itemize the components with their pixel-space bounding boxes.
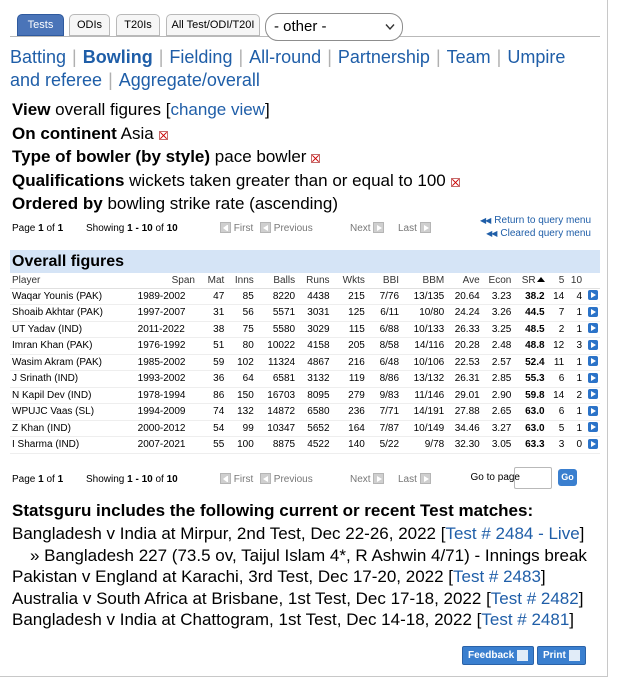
previous-page-button[interactable]: Previous — [260, 472, 313, 488]
printer-icon — [569, 650, 580, 661]
format-tabs — [0, 12, 600, 42]
cell-bbm: 10/106 — [401, 354, 446, 371]
cell-mat: 51 — [197, 338, 226, 355]
nav-batting[interactable]: Batting — [10, 47, 67, 67]
row-action-cell — [584, 305, 600, 322]
cell-five-wkts: 3 — [547, 437, 567, 454]
return-to-query-menu-link[interactable]: Return to query menu — [494, 215, 591, 226]
table-header-row — [10, 273, 600, 288]
tab-odis[interactable]: ODIs — [69, 14, 110, 36]
table-row — [10, 437, 600, 454]
cell-sr: 48.8 — [513, 338, 546, 355]
cell-five-wkts: 2 — [547, 321, 567, 338]
cell-span: 1985-2002 — [136, 354, 197, 371]
cell-ten-wkts: 1 — [566, 404, 584, 421]
cell-span: 2000-2012 — [136, 420, 197, 437]
cell-wkts: 216 — [332, 354, 367, 371]
last-page-icon — [420, 473, 431, 484]
recent-matches-heading: Statsguru includes the following current or recent Test matches: — [12, 501, 534, 520]
cell-runs: 4522 — [297, 437, 331, 454]
match-link[interactable]: Test # 2484 - Live — [445, 524, 580, 543]
cell-five-wkts: 12 — [547, 338, 567, 355]
cell-sr: 63.3 — [513, 437, 546, 454]
cell-bbi: 6/11 — [367, 305, 401, 322]
query-bowler-type: Type of bowler (by style) pace bowler — [12, 145, 602, 169]
change-view-link[interactable]: change view — [170, 100, 265, 119]
cell-ave: 26.33 — [446, 321, 482, 338]
cell-ten-wkts: 1 — [566, 371, 584, 388]
cell-balls: 8875 — [256, 437, 297, 454]
cell-ave: 22.53 — [446, 354, 482, 371]
remove-filter-icon[interactable] — [159, 131, 168, 140]
tab-t20is[interactable]: T20Is — [116, 14, 160, 36]
cell-bbi: 6/88 — [367, 321, 401, 338]
cell-five-wkts: 14 — [547, 387, 567, 404]
cell-ave: 29.01 — [446, 387, 482, 404]
player-name-link[interactable]: Shoaib Akhtar (PAK) — [10, 305, 136, 322]
match-link[interactable]: Test # 2481 — [481, 610, 570, 629]
row-action-cell — [584, 420, 600, 437]
cell-five-wkts: 6 — [547, 371, 567, 388]
cell-wkts: 205 — [332, 338, 367, 355]
cell-econ: 2.90 — [482, 387, 514, 404]
cell-mat: 59 — [197, 354, 226, 371]
cell-span: 2011-2022 — [136, 321, 197, 338]
cell-inns: 75 — [226, 321, 256, 338]
nav-bowling[interactable]: Bowling — [82, 47, 153, 67]
cell-bbm: 9/78 — [401, 437, 446, 454]
pager-top — [12, 215, 600, 239]
cell-bbi: 7/87 — [367, 420, 401, 437]
feedback-icon — [517, 650, 528, 661]
column-header-five-wkts[interactable]: 5 — [547, 273, 567, 288]
table-row — [10, 404, 600, 421]
other-format-select[interactable] — [265, 13, 403, 41]
column-header-action — [584, 273, 600, 288]
cell-ten-wkts: 4 — [566, 288, 584, 305]
match-item: Australia v South Africa at Brisbane, 1st Test, Dec 17-18, 2022 [Test # 2482] — [12, 588, 584, 608]
feedback-button[interactable]: Feedback — [462, 646, 534, 665]
player-name-link[interactable]: Waqar Younis (PAK) — [10, 288, 136, 305]
row-action-cell — [584, 288, 600, 305]
next-icon — [373, 473, 384, 484]
cell-mat: 31 — [197, 305, 226, 322]
table-row — [10, 354, 600, 371]
cell-bbm: 10/80 — [401, 305, 446, 322]
cell-wkts: 119 — [332, 371, 367, 388]
cell-econ: 2.65 — [482, 404, 514, 421]
cell-ten-wkts: 1 — [566, 354, 584, 371]
nav-aggregate-overall[interactable]: Aggregate/overall — [118, 70, 260, 90]
next-page-button[interactable]: Next — [350, 472, 384, 488]
cell-wkts: 236 — [332, 404, 367, 421]
cell-ave: 24.24 — [446, 305, 482, 322]
cell-runs: 5652 — [297, 420, 331, 437]
cell-balls: 14872 — [256, 404, 297, 421]
remove-filter-icon[interactable] — [451, 178, 460, 187]
cell-wkts: 215 — [332, 288, 367, 305]
cell-bbi: 9/83 — [367, 387, 401, 404]
cell-sr: 59.8 — [513, 387, 546, 404]
column-header-ten-wkts[interactable]: 10 — [566, 273, 584, 288]
player-name-link[interactable]: Z Khan (IND) — [10, 420, 136, 437]
cell-inns: 132 — [226, 404, 256, 421]
query-continent: On continent Asia — [12, 122, 602, 146]
cell-wkts: 125 — [332, 305, 367, 322]
nav-fielding[interactable]: Fielding — [169, 47, 233, 67]
overall-figures-table — [10, 250, 600, 454]
cell-runs: 8095 — [297, 387, 331, 404]
arrow-right-icon[interactable] — [588, 406, 598, 416]
cell-sr: 63.0 — [513, 404, 546, 421]
cell-ave: 27.88 — [446, 404, 482, 421]
cell-ave: 32.30 — [446, 437, 482, 454]
cell-econ: 2.57 — [482, 354, 514, 371]
player-name-link[interactable]: Wasim Akram (PAK) — [10, 354, 136, 371]
cell-runs: 3029 — [297, 321, 331, 338]
nav-umpire-referee[interactable]: Umpire and referee — [10, 47, 566, 90]
cell-bbm: 14/191 — [401, 404, 446, 421]
cell-bbi: 7/71 — [367, 404, 401, 421]
cell-five-wkts: 14 — [547, 288, 567, 305]
last-page-button[interactable]: Last — [398, 472, 431, 488]
cell-inns: 85 — [226, 288, 256, 305]
double-left-arrow-icon: ◀◀ — [479, 216, 491, 225]
cell-five-wkts: 6 — [547, 404, 567, 421]
cell-balls: 8220 — [256, 288, 297, 305]
table-row — [10, 305, 600, 322]
tab-all-formats[interactable]: All Test/ODI/T20I — [166, 14, 260, 36]
player-name-link[interactable]: WPUJC Vaas (SL) — [10, 404, 136, 421]
go-to-page-input[interactable] — [514, 467, 552, 489]
match-item: Bangladesh v India at Chattogram, 1st Test, Dec 14-18, 2022 [Test # 2481] — [12, 610, 575, 629]
cell-ten-wkts: 1 — [566, 305, 584, 322]
player-name-link[interactable]: Imran Khan (PAK) — [10, 338, 136, 355]
nav-allround[interactable]: All-round — [249, 47, 322, 67]
arrow-right-icon[interactable] — [588, 307, 598, 317]
row-action-cell — [584, 338, 600, 355]
cell-runs: 3031 — [297, 305, 331, 322]
cell-bbm: 11/146 — [401, 387, 446, 404]
table-row — [10, 420, 600, 437]
page-indicator: Page 1 of 1 — [12, 223, 64, 234]
table-row — [10, 338, 600, 355]
cell-ave: 20.28 — [446, 338, 482, 355]
row-action-cell — [584, 404, 600, 421]
double-left-arrow-icon: ◀◀ — [486, 229, 497, 238]
last-page-button[interactable]: Last — [398, 221, 431, 237]
cell-bbm: 10/133 — [401, 321, 446, 338]
cell-span: 1993-2002 — [136, 371, 197, 388]
showing-indicator: Showing 1 - 10 of 10 — [86, 474, 178, 485]
cell-inns: 80 — [226, 338, 256, 355]
cell-balls: 16703 — [256, 387, 297, 404]
arrow-right-icon[interactable] — [588, 356, 598, 366]
cell-mat: 55 — [197, 437, 226, 454]
next-page-button[interactable]: Next — [350, 221, 384, 237]
cell-balls: 10022 — [256, 338, 297, 355]
column-header-balls[interactable]: Balls — [256, 273, 297, 288]
player-name-link[interactable]: UT Yadav (IND) — [10, 321, 136, 338]
query-ordered-by: Ordered by bowling strike rate (ascending) — [12, 194, 338, 213]
cell-sr: 52.4 — [513, 354, 546, 371]
match-item: Bangladesh v India at Mirpur, 2nd Test, Dec 22-26, 2022 [Test # 2484 - Live] — [12, 524, 585, 543]
cell-wkts: 164 — [332, 420, 367, 437]
cell-econ: 3.05 — [482, 437, 514, 454]
cell-inns: 99 — [226, 420, 256, 437]
recent-matches — [12, 499, 602, 631]
cell-inns: 56 — [226, 305, 256, 322]
sort-ascending-icon — [537, 277, 545, 282]
cell-balls: 6581 — [256, 371, 297, 388]
cell-wkts: 279 — [332, 387, 367, 404]
query-summary — [12, 98, 602, 216]
statsguru-main-nav: Batting | Bowling | Fielding | All-round | Partnership | Team | Umpire and referee | Aggregate/overall — [10, 47, 566, 90]
query-qualifications: Qualifications wickets taken greater than or equal to 100 — [12, 169, 602, 193]
cell-mat: 74 — [197, 404, 226, 421]
cell-bbm: 13/132 — [401, 371, 446, 388]
cell-span: 1978-1994 — [136, 387, 197, 404]
cell-econ: 3.26 — [482, 305, 514, 322]
cell-balls: 11324 — [256, 354, 297, 371]
match-item: Pakistan v England at Karachi, 3rd Test, Dec 17-20, 2022 [Test # 2483] — [12, 567, 546, 586]
table-row — [10, 371, 600, 388]
column-header-mat[interactable]: Mat — [197, 273, 226, 288]
cleared-query-menu-link[interactable]: Cleared query menu — [500, 228, 591, 239]
arrow-right-icon[interactable] — [588, 373, 598, 383]
cell-inns: 100 — [226, 437, 256, 454]
cell-five-wkts: 7 — [547, 305, 567, 322]
cell-ten-wkts: 0 — [566, 437, 584, 454]
arrow-right-icon[interactable] — [588, 340, 598, 350]
cell-span: 1997-2007 — [136, 305, 197, 322]
nav-partnership[interactable]: Partnership — [337, 47, 430, 67]
cell-runs: 6580 — [297, 404, 331, 421]
row-action-cell — [584, 371, 600, 388]
table-caption: Overall figures — [10, 250, 600, 273]
first-page-icon — [220, 473, 231, 484]
cell-inns: 150 — [226, 387, 256, 404]
cell-bbm: 13/135 — [401, 288, 446, 305]
cell-ten-wkts: 3 — [566, 338, 584, 355]
arrow-right-icon[interactable] — [588, 422, 598, 432]
cell-econ: 3.23 — [482, 288, 514, 305]
column-header-ave[interactable]: Ave — [446, 273, 482, 288]
first-page-icon — [220, 222, 231, 233]
row-action-cell — [584, 437, 600, 454]
column-header-wkts[interactable]: Wkts — [332, 273, 367, 288]
cell-runs: 3132 — [297, 371, 331, 388]
cell-econ: 3.25 — [482, 321, 514, 338]
match-live-score: » Bangladesh 227 (73.5 ov, Taijul Islam 4*, R Ashwin 4/71) - Innings break — [30, 545, 587, 565]
cell-span: 1994-2009 — [136, 404, 197, 421]
cell-mat: 36 — [197, 371, 226, 388]
cell-bbi: 5/22 — [367, 437, 401, 454]
cell-econ: 2.48 — [482, 338, 514, 355]
previous-page-button[interactable]: Previous — [260, 221, 313, 237]
cell-bbm: 10/149 — [401, 420, 446, 437]
cell-ten-wkts: 2 — [566, 387, 584, 404]
cell-mat: 47 — [197, 288, 226, 305]
cell-bbi: 8/58 — [367, 338, 401, 355]
cell-ten-wkts: 1 — [566, 420, 584, 437]
cell-sr: 48.5 — [513, 321, 546, 338]
arrow-right-icon[interactable] — [588, 389, 598, 399]
cell-runs: 4438 — [297, 288, 331, 305]
column-header-econ[interactable]: Econ — [482, 273, 514, 288]
cell-balls: 10347 — [256, 420, 297, 437]
cell-mat: 54 — [197, 420, 226, 437]
query-menu-links — [480, 214, 591, 240]
nav-team[interactable]: Team — [446, 47, 491, 67]
query-view: View overall figures [change view] — [12, 100, 270, 119]
cell-bbi: 6/48 — [367, 354, 401, 371]
cell-span: 1989-2002 — [136, 288, 197, 305]
cell-bbi: 8/86 — [367, 371, 401, 388]
arrow-right-icon[interactable] — [588, 439, 598, 449]
cell-runs: 4158 — [297, 338, 331, 355]
cell-sr: 55.3 — [513, 371, 546, 388]
cell-mat: 38 — [197, 321, 226, 338]
table-row — [10, 387, 600, 404]
column-header-sr[interactable]: SR — [513, 273, 546, 288]
cell-ave: 26.31 — [446, 371, 482, 388]
row-action-cell — [584, 354, 600, 371]
column-header-bbm[interactable]: BBM — [401, 273, 446, 288]
player-name-link[interactable]: N Kapil Dev (IND) — [10, 387, 136, 404]
first-page-button[interactable]: First — [220, 221, 253, 237]
cell-five-wkts: 11 — [547, 354, 567, 371]
arrow-right-icon[interactable] — [588, 290, 598, 300]
remove-filter-icon[interactable] — [311, 154, 320, 163]
column-header-player[interactable]: Player — [10, 273, 136, 288]
cell-mat: 86 — [197, 387, 226, 404]
previous-icon — [260, 222, 271, 233]
table-row — [10, 321, 600, 338]
cell-econ: 2.85 — [482, 371, 514, 388]
cell-ten-wkts: 1 — [566, 321, 584, 338]
cell-wkts: 140 — [332, 437, 367, 454]
cell-bbm: 14/116 — [401, 338, 446, 355]
player-name-link[interactable]: I Sharma (IND) — [10, 437, 136, 454]
column-header-bbi[interactable]: BBI — [367, 273, 401, 288]
cell-runs: 4867 — [297, 354, 331, 371]
cell-ave: 34.46 — [446, 420, 482, 437]
column-header-inns[interactable]: Inns — [226, 273, 256, 288]
match-link[interactable]: Test # 2483 — [453, 567, 541, 586]
cell-span: 1976-1992 — [136, 338, 197, 355]
cell-bbi: 7/76 — [367, 288, 401, 305]
go-to-page-label: Go to page — [470, 472, 520, 483]
previous-icon — [260, 473, 271, 484]
chevron-down-icon — [385, 23, 395, 31]
tab-tests[interactable]: Tests — [17, 14, 64, 36]
first-page-button[interactable]: First — [220, 472, 253, 488]
cell-wkts: 115 — [332, 321, 367, 338]
arrow-right-icon[interactable] — [588, 323, 598, 333]
cell-econ: 3.27 — [482, 420, 514, 437]
player-name-link[interactable]: J Srinath (IND) — [10, 371, 136, 388]
next-icon — [373, 222, 384, 233]
cell-inns: 102 — [226, 354, 256, 371]
cell-balls: 5571 — [256, 305, 297, 322]
last-page-icon — [420, 222, 431, 233]
row-action-cell — [584, 387, 600, 404]
table-row — [10, 288, 600, 305]
cell-balls: 5580 — [256, 321, 297, 338]
cell-span: 2007-2021 — [136, 437, 197, 454]
go-button[interactable]: Go — [558, 469, 577, 486]
cell-sr: 63.0 — [513, 420, 546, 437]
go-to-page — [470, 467, 588, 489]
cell-inns: 64 — [226, 371, 256, 388]
cell-sr: 44.5 — [513, 305, 546, 322]
column-header-runs[interactable]: Runs — [297, 273, 331, 288]
page-indicator: Page 1 of 1 — [12, 474, 64, 485]
cell-sr: 38.2 — [513, 288, 546, 305]
print-button[interactable]: Print — [537, 646, 586, 665]
match-link[interactable]: Test # 2482 — [490, 588, 579, 608]
row-action-cell — [584, 321, 600, 338]
column-header-span[interactable]: Span — [136, 273, 197, 288]
cell-five-wkts: 5 — [547, 420, 567, 437]
cell-ave: 20.64 — [446, 288, 482, 305]
other-select-value: - other - — [274, 18, 327, 35]
pager-bottom — [12, 472, 600, 488]
showing-indicator: Showing 1 - 10 of 10 — [86, 223, 178, 234]
